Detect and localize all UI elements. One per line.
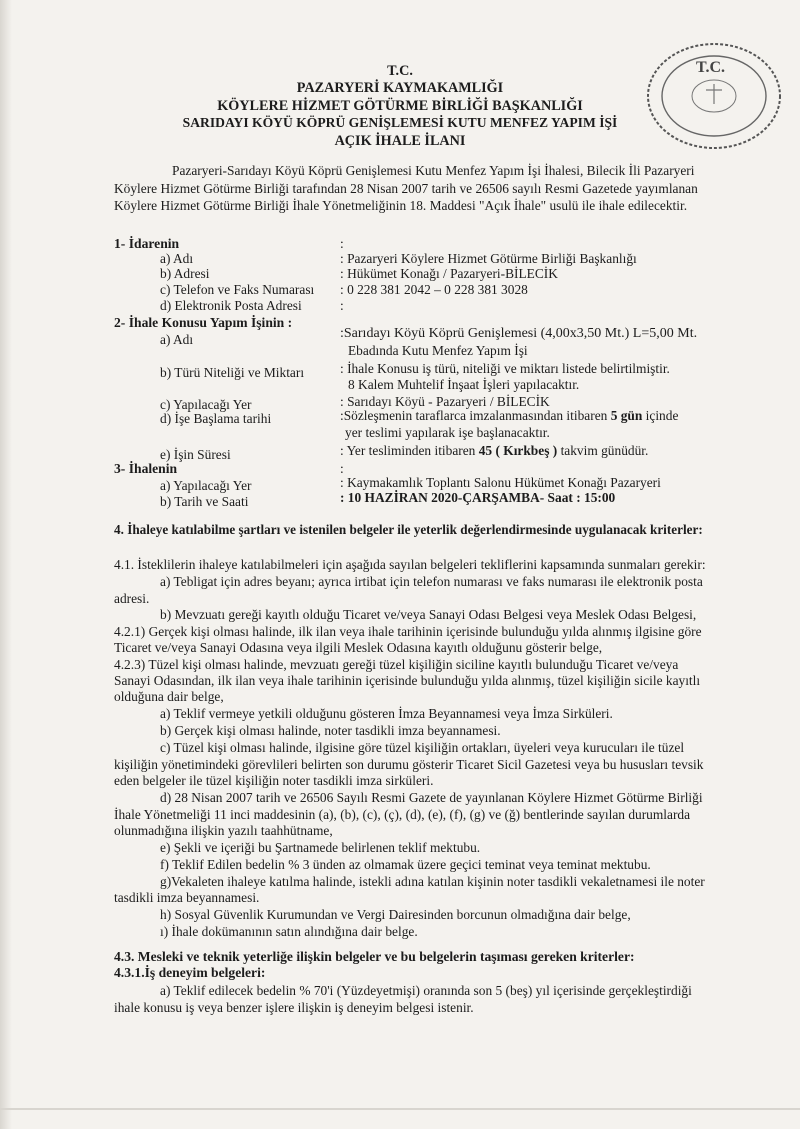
s4-item-b: b) Gerçek kişi olması halinde, noter tasdikli imza beyannamesi.	[160, 723, 501, 738]
section-4-3-title: 4.3. Mesleki ve teknik yeterliğe ilişkin belgeler ve bu belgelerin taşıması gereken kriterler:	[114, 949, 635, 964]
s1-a-label: a) Adı	[160, 251, 194, 266]
s4-3-a-line-1: a) Teklif edilecek bedelin % 70'i (Yüzdeyetmişi) oranında son 5 (beş) yıl içerisinde gerçekleştirdiği	[160, 983, 692, 998]
s4-1-text: 4.1. İsteklilerin ihaleye katılabilmeleri için aşağıda sayılan belgeleri tekliflerini kapsamında sunmaları gerekir:	[114, 557, 706, 572]
section-2-title: 2- İhale Konusu Yapım İşinin :	[114, 315, 293, 330]
s4-item-c-line-3: eden belgeler ile tüzel kişiliğin noter tasdikli imza sirküleri.	[114, 773, 434, 788]
scan-edge-shadow	[0, 0, 12, 1129]
intro-line-1: Pazaryeri-Sarıdayı Köyü Köprü Genişlemesi Kutu Menfez Yapım İşi İhalesi, Bilecik İli Pazaryeri	[172, 163, 695, 178]
s4-item-g-line-1: g)Vekaleten ihaleye katılma halinde, istekli adına katılan kişinin noter tasdikli vekaletnamesi ile noter	[160, 874, 705, 889]
s2-d-value-1-bold: 5 gün	[610, 408, 643, 423]
seal-text: T.C.	[696, 59, 726, 76]
s4-item-g-line-2: tasdikli imza beyannamesi.	[114, 890, 260, 905]
intro-line-3: Köylere Hizmet Götürme Birliği İhale Yönetmeliğinin 18. Maddesi "Açık İhale" usulü ile ihale edilecektir.	[114, 198, 688, 213]
header-project: SARIDAYI KÖYÜ KÖPRÜ GENİŞLEMESİ KUTU MENFEZ YAPIM İŞİ	[182, 115, 618, 130]
s1-b-label: b) Adresi	[160, 266, 210, 281]
section-4-title: 4. İhaleye katılabilme şartları ve istenilen belgeler ile yeterlik değerlendirmesinde uygulanacak kriterler:	[114, 522, 703, 537]
s2-a-label: a) Adı	[160, 332, 194, 347]
section-1-title: 1- İdarenin	[114, 236, 180, 251]
s4-2-1-line-1: 4.2.1) Gerçek kişi olması halinde, ilk ilan veya ihale tarihinin içerisinde bulunduğu yılda alınmış ilgisine göre	[114, 624, 702, 639]
s2-e-value-bold: 45 ( Kırkbeş )	[478, 443, 558, 458]
s1-d-label: d) Elektronik Posta Adresi	[160, 298, 302, 313]
s4-a-line-1: a) Tebligat için adres beyanı; ayrıca irtibat için telefon numarası ve faks numarası ile elektronik posta	[160, 574, 703, 589]
s3-a-value: : Kaymakamlık Toplantı Salonu Hükümet Konağı Pazaryeri	[340, 475, 661, 490]
s4-b-line-1: b) Mevzuatı gereği kayıtlı olduğu Ticaret ve/veya Sanayi Odası Belgesi veya Meslek Odası Belgesi,	[160, 607, 697, 622]
s2-c-label: c) Yapılacağı Yer	[160, 397, 252, 412]
s2-b-value-2: 8 Kalem Muhtelif İnşaat İşleri yapılacaktır.	[348, 377, 580, 392]
header-kaymakamlik: PAZARYERİ KAYMAKAMLIĞI	[296, 80, 504, 96]
s4-item-d-line-3: olunmadığına ilişkin yazılı taahhütname,	[114, 823, 333, 838]
section-3-colon: :	[340, 461, 344, 476]
s2-d-label: d) İşe Başlama tarihi	[160, 411, 272, 426]
s2-e-label: e) İşin Süresi	[160, 447, 231, 462]
s4-item-c-line-1: c) Tüzel kişi olması halinde, ilgisine göre tüzel kişiliğin ortakları, üyeleri veya kurucuları ile tüzel	[160, 740, 685, 755]
header-birlik: KÖYLERE HİZMET GÖTÜRME BİRLİĞİ BAŞKANLIĞI	[217, 98, 583, 114]
s2-d-value-1	[340, 408, 678, 424]
s2-a-value-2: Ebadında Kutu Menfez Yapım İşi	[348, 343, 528, 358]
s4-item-i: ı) İhale dokümanının satın alındığına dair belge.	[160, 924, 418, 939]
s4-2-3-line-2: Sanayi Odasından, ilk ilan veya ihale tarihinin içerisinde bulunduğu yılda alınmış, tüzel kişiliğin sicile kayıtlı	[114, 673, 701, 688]
s4-item-h: h) Sosyal Güvenlik Kurumundan ve Vergi Dairesinden borcunun olmadığına dair belge,	[160, 907, 631, 922]
s4-2-3-line-1: 4.2.3) Tüzel kişi olması halinde, mevzuatı gereği tüzel kişiliğin siciline kayıtlı bulunduğu Ticaret ve/veya	[114, 657, 679, 672]
s3-b-value: : 10 HAZİRAN 2020-ÇARŞAMBA- Saat : 15:00	[340, 490, 616, 505]
s3-a-label: a) Yapılacağı Yer	[160, 478, 252, 493]
s2-d-value-1-pre: :Sözleşmenin taraflarca imzalanmasından itibaren	[340, 408, 611, 423]
s4-3-a-line-2: ihale konusu iş veya benzer işlere ilişkin iş deneyim belgesi istenir.	[114, 1000, 474, 1015]
s1-b-value: : Hükümet Konağı / Pazaryeri-BİLECİK	[340, 266, 558, 281]
s2-d-value-2: yer teslimi yapılarak işe başlanacaktır.	[345, 425, 550, 440]
header-tc: T.C.	[387, 63, 413, 79]
s1-a-value: : Pazaryeri Köylere Hizmet Götürme Birliği Başkanlığı	[340, 251, 637, 266]
s1-c-label: c) Telefon ve Faks Numarası	[160, 282, 315, 297]
page-bottom-divider	[0, 1108, 800, 1110]
section-3-title: 3- İhalenin	[114, 461, 178, 476]
section-4-3-1-title: 4.3.1.İş deneyim belgeleri:	[114, 965, 266, 980]
s4-item-d-line-1: d) 28 Nisan 2007 tarih ve 26506 Sayılı Resmi Gazete de yayınlanan Köylere Hizmet Götürme Birliği	[160, 790, 703, 805]
section-1-colon: :	[340, 236, 344, 251]
s2-e-value-pre: : Yer tesliminden itibaren	[340, 443, 479, 458]
s2-a-value-1: :Sarıdayı Köyü Köprü Genişlemesi (4,00x3,50 Mt.) L=5,00 Mt.	[340, 326, 698, 341]
s4-item-a: a) Teklif vermeye yetkili olduğunu gösteren İmza Beyannamesi veya İmza Sirküleri.	[160, 706, 613, 721]
s2-d-value-1-post: içinde	[642, 408, 679, 423]
header-announcement: AÇIK İHALE İLANI	[334, 133, 466, 149]
s3-b-label: b) Tarih ve Saati	[160, 494, 249, 509]
s4-2-3-line-3: olduğuna dair belge,	[114, 689, 224, 704]
s2-e-value	[340, 443, 648, 459]
s1-d-value: :	[340, 298, 344, 313]
s4-item-d-line-2: İhale Yönetmeliği 11 inci maddesinin (a), (b), (c), (ç), (d), (e), (f), (g) ve (ğ) bentlerinde sayılan durumlarda	[114, 807, 691, 822]
s1-c-value: : 0 228 381 2042 – 0 228 381 3028	[340, 282, 528, 297]
s4-2-1-line-2: Ticaret ve/veya Sanayi Odasına veya ilgili Meslek Odasına kayıtlı olduğunu gösterir belge,	[114, 640, 603, 655]
s4-a-line-2: adresi.	[114, 591, 150, 606]
s4-item-f: f) Teklif Edilen bedelin % 3 ünden az olmamak üzere geçici teminat veya teminat mektubu.	[160, 857, 651, 872]
s4-item-e: e) Şekli ve içeriği bu Şartnamede belirlenen teklif mektubu.	[160, 840, 481, 855]
s4-item-c-line-2: kişiliğin yönetimindeki görevlileri belirten son durumu gösterir Ticaret Sicil Gazetesi veya bu hususları tevsik	[114, 757, 704, 772]
s2-c-value: : Sarıdayı Köyü - Pazaryeri / BİLECİK	[340, 394, 550, 409]
s2-b-label: b) Türü Niteliği ve Miktarı	[160, 365, 305, 380]
s2-e-value-post: takvim günüdür.	[557, 443, 649, 458]
s2-b-value-1: : İhale Konusu iş türü, niteliği ve miktarı listede belirtilmiştir.	[340, 361, 670, 376]
intro-line-2: Köylere Hizmet Götürme Birliği tarafından 28 Nisan 2007 tarih ve 26506 sayılı Resmi Gazetede yayımlanan	[114, 181, 698, 196]
